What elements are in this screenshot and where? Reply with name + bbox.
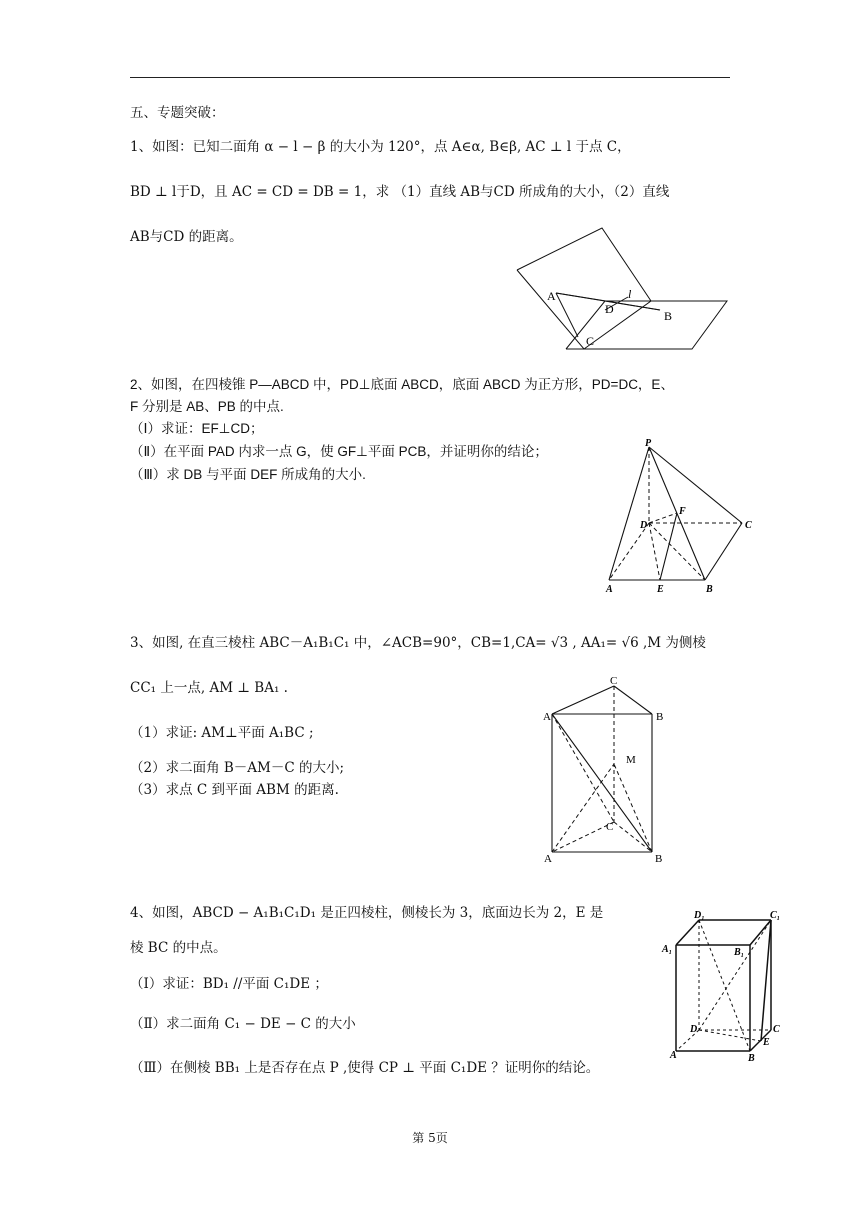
problem-4-line-1: 4、如图，ABCD − A₁B₁C₁D₁ 是正四棱柱，侧棱长为 3，底面边长为 2，E 是 xyxy=(130,905,604,921)
fig4-label-d1: D₁ xyxy=(694,910,705,921)
fig2-label-e: E xyxy=(657,584,664,595)
page-number: 第 5页 xyxy=(412,1131,448,1145)
problem-1-line-1: 1、如图：已知二面角 α − l − β 的大小为 120°，点 A∈α, B∈β, AC ⊥ l 于点 C， xyxy=(130,139,631,155)
fig4-label-c1: C₁ xyxy=(770,910,781,921)
problem-4-question-1: （Ⅰ）求证：BD₁ //平面 C₁DE ； xyxy=(130,976,328,992)
problem-2-question-3: （Ⅲ）求 DB 与平面 DEF 所成角的大小. xyxy=(130,467,366,482)
fig2-label-b: B xyxy=(706,584,713,595)
problem-3-line-2: CC₁ 上一点, AM ⊥ BA₁ . xyxy=(130,680,288,696)
fig4-label-b: B xyxy=(748,1053,755,1064)
problem-2-question-2: （Ⅱ）在平面 PAD 内求一点 G，使 GF⊥平面 PCB，并证明你的结论； xyxy=(130,444,548,459)
fig2-label-a: A xyxy=(606,584,613,595)
fig3-label-c-bottom: C xyxy=(606,821,614,833)
section-title: 五、专题突破： xyxy=(130,105,225,121)
fig3-label-a-top: A xyxy=(543,711,551,723)
problem-3-question-1: （1）求证: AM⊥平面 A₁BC ; xyxy=(130,725,314,741)
problem-2-line-1: 2、如图，在四棱锥 P—ABCD 中，PD⊥底面 ABCD，底面 ABCD 为正方形，PD=DC，E、 xyxy=(130,377,674,392)
problem-2-question-1: （Ⅰ）求证：EF⊥CD； xyxy=(130,421,264,436)
fig3-label-a-bottom: A xyxy=(544,853,552,865)
fig3-label-b-top: B xyxy=(656,711,664,723)
fig4-label-c: C xyxy=(773,1024,780,1035)
problem-4-line-2: 棱 BC 的中点。 xyxy=(130,940,227,956)
fig2-label-f: F xyxy=(679,506,686,517)
problem-3-line-1: 3、如图, 在直三棱柱 ABC－A₁B₁C₁ 中，∠ACB=90°，CB=1,CA= √3 , AA₁= √6 ,M 为侧棱 xyxy=(130,635,706,651)
problem-4-question-3: （Ⅲ）在侧棱 BB₁ 上是否存在点 P ,使得 CP ⊥ 平面 C₁DE ？证明你的结论。 xyxy=(130,1060,600,1076)
fig2-label-p: P xyxy=(645,438,652,449)
fig1-label-b: B xyxy=(664,309,673,323)
fig4-label-d: D xyxy=(690,1024,698,1035)
fig4-label-a1: A₁ xyxy=(662,944,673,955)
fig4-label-b1: B₁ xyxy=(734,947,745,958)
fig3-label-c-top: C xyxy=(610,675,618,687)
fig2-label-d: D xyxy=(640,520,648,531)
problem-3-question-2: （2）求二面角 B－AM－C 的大小; xyxy=(130,760,345,776)
problem-1-line-2: BD ⊥ l于D，且 AC = CD = DB = 1，求 （1）直线 AB与CD 所成角的大小，（2）直线 xyxy=(130,184,670,200)
problem-4-question-2: （Ⅱ）求二面角 C₁ − DE − C 的大小 xyxy=(130,1016,356,1032)
fig1-label-c: C xyxy=(586,334,595,348)
fig1-label-l: l xyxy=(628,287,632,301)
problem-3-question-3: （3）求点 C 到平面 ABM 的距离. xyxy=(130,782,339,798)
problem-2-line-2: F 分别是 AB、PB 的中点. xyxy=(130,399,284,414)
fig4-label-e: E xyxy=(763,1037,770,1048)
fig1-label-d: D xyxy=(605,302,614,316)
fig1-label-a: A xyxy=(547,289,556,303)
fig3-label-b-bottom: B xyxy=(655,853,663,865)
problem-1-line-3: AB与CD 的距离。 xyxy=(130,229,243,245)
fig2-label-c: C xyxy=(745,520,752,531)
fig4-label-a: A xyxy=(670,1050,677,1061)
fig3-label-m: M xyxy=(626,754,636,766)
